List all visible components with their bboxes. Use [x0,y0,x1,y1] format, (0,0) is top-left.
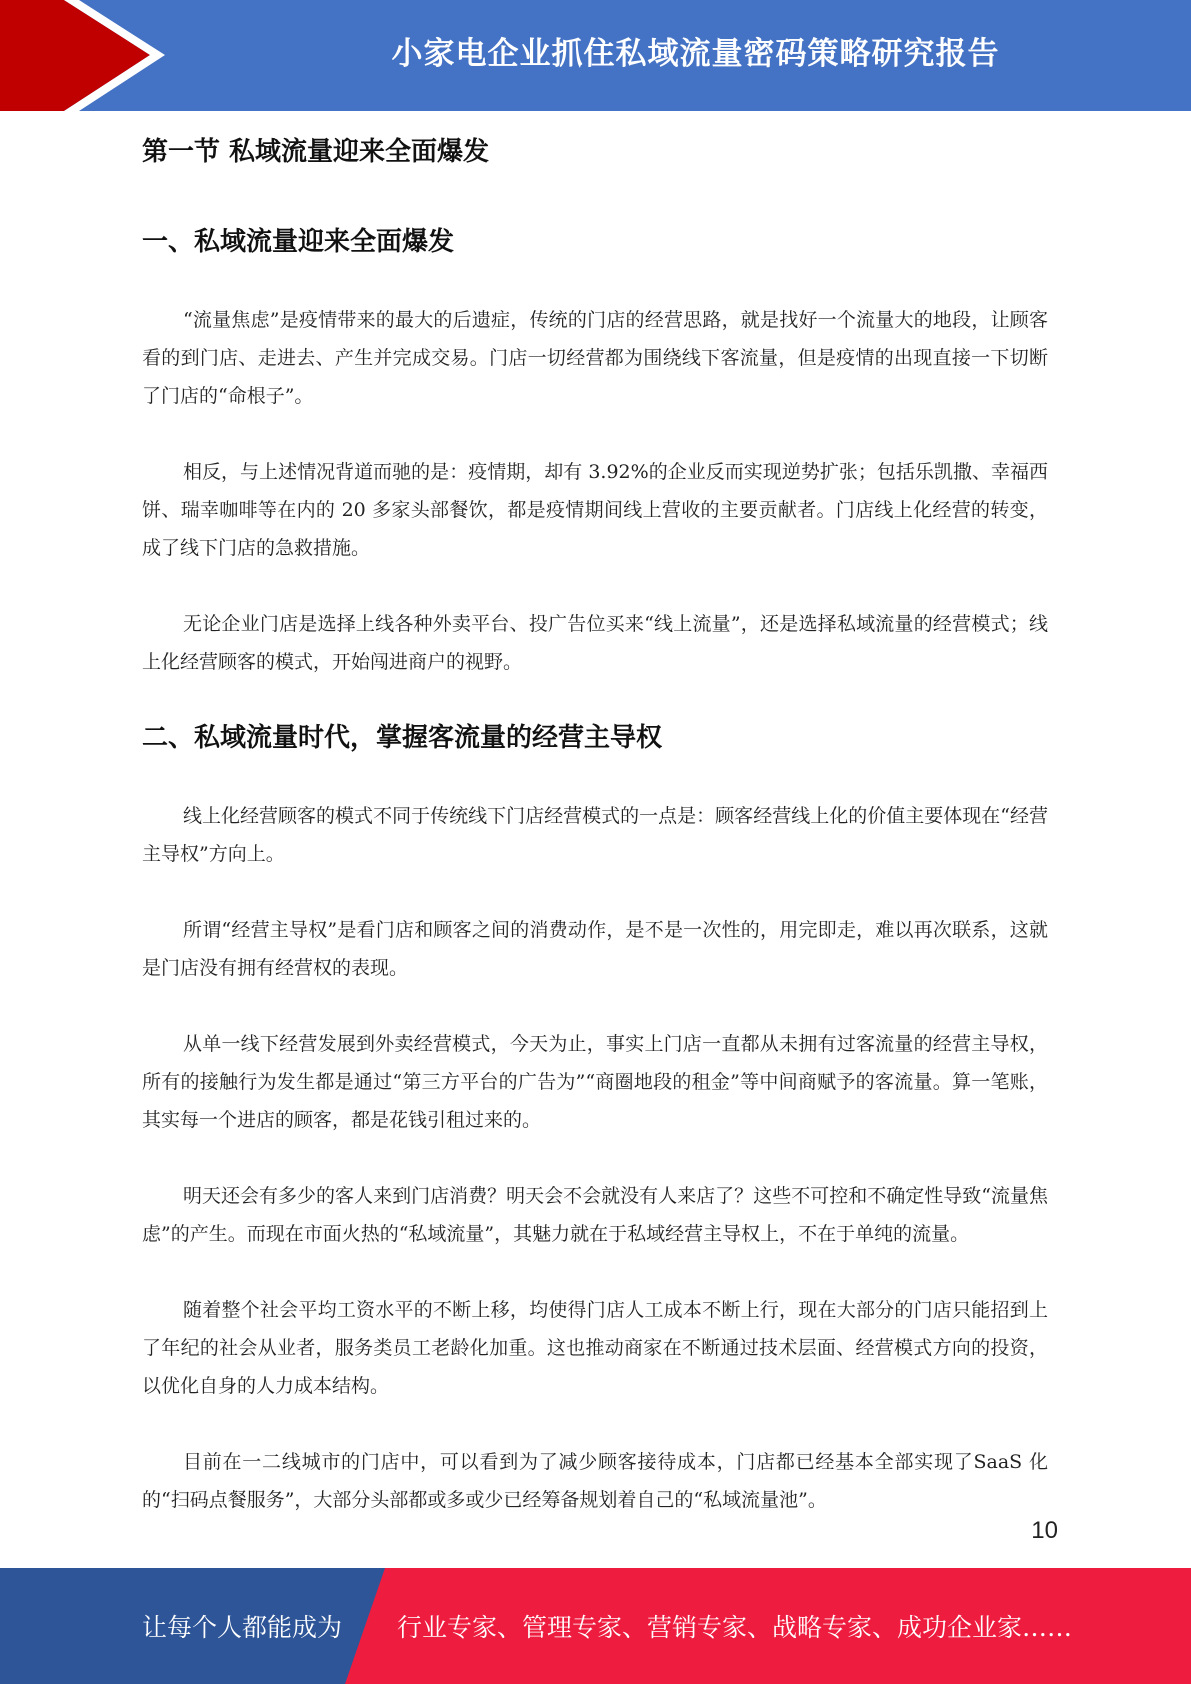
section1-paragraph-2: 相反，与上述情况背道而驰的是：疫情期，却有 3.92%的企业反而实现逆势扩张；包括乐凯撒、幸福西饼、瑞幸咖啡等在内的 20 多家头部餐饮，都是疫情期间线上营收的主要贡献者。门店线上化经营的转变，成了线下门店的急救措施。 [142,461,1048,559]
section2-paragraph-1: 线上化经营顾客的模式不同于传统线下门店经营模式的一点是：顾客经营线上化的价值主要体现在“经营主导权”方向上。 [142,805,1048,865]
section-heading-1: 一、私域流量迎来全面爆发 [142,227,455,257]
footer-slogan-right: 行业专家、管理专家、营销专家、战略专家、成功企业家…… [397,1613,1073,1642]
page-number: 10 [1031,1517,1058,1544]
section1-paragraph-1: “流量焦虑”是疫情带来的最大的后遗症，传统的门店的经营思路，就是找好一个流量大的地段，让顾客看的到门店、走进去、产生并完成交易。门店一切经营都为围绕线下客流量，但是疫情的出现直接一下切断了门店的“命根子”。 [142,309,1048,407]
page-footer [0,1568,1191,1684]
section2-paragraph-2: 所谓“经营主导权”是看门店和顾客之间的消费动作，是不是一次性的，用完即走，难以再次联系，这就是门店没有拥有经营权的表现。 [142,919,1048,979]
header-red-chevron [0,0,150,111]
section2-paragraph-5: 随着整个社会平均工资水平的不断上移，均使得门店人工成本不断上行，现在大部分的门店只能招到上了年纪的社会从业者，服务类员工老龄化加重。这也推动商家在不断通过技术层面、经营模式方向的投资，以优化自身的人力成本结构。 [142,1299,1048,1397]
section-heading-2: 二、私域流量时代，掌握客流量的经营主导权 [142,723,663,753]
chapter-title: 第一节 私域流量迎来全面爆发 [142,137,490,167]
section2-paragraph-3: 从单一线下经营发展到外卖经营模式，今天为止，事实上门店一直都从未拥有过客流量的经营主导权，所有的接触行为发生都是通过“第三方平台的广告为”“商圈地段的租金”等中间商赋予的客流量。算一笔账，其实每一个进店的顾客，都是花钱引租过来的。 [142,1033,1048,1131]
report-title: 小家电企业抓住私域流量密码策略研究报告 [391,35,1000,72]
section1-paragraph-3: 无论企业门店是选择上线各种外卖平台、投广告位买来“线上流量”，还是选择私域流量的经营模式；线上化经营顾客的模式，开始闯进商户的视野。 [142,613,1048,673]
section2-paragraph-6: 目前在一二线城市的门店中，可以看到为了减少顾客接待成本，门店都已经基本全部实现了SaaS 化的“扫码点餐服务”，大部分头部都或多或少已经筹备规划着自己的“私域流量池”。 [142,1451,1048,1511]
footer-slogan-left: 让每个人都能成为 [142,1613,343,1642]
page-header [0,0,1191,111]
section2-paragraph-4: 明天还会有多少的客人来到门店消费？明天会不会就没有人来店了？这些不可控和不确定性导致“流量焦虑”的产生。而现在市面火热的“私域流量”，其魅力就在于私域经营主导权上，不在于单纯的流量。 [142,1185,1048,1245]
